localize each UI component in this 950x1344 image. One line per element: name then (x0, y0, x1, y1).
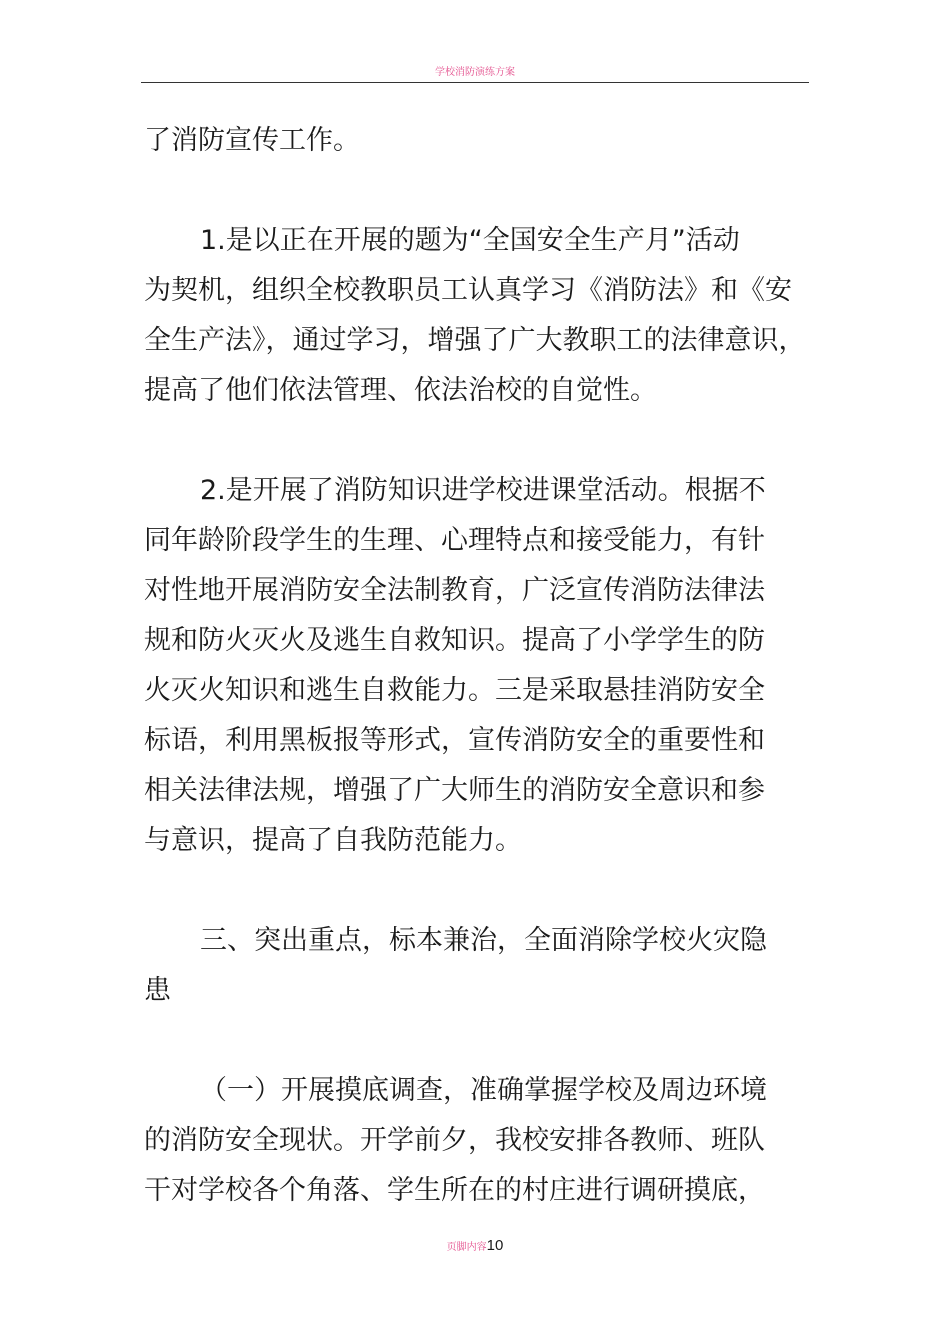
text-line: 为契机，组织全校教职员工认真学习《消防法》和《安 (144, 275, 792, 306)
section-heading-cont: 患 (144, 975, 171, 1006)
text-line: 全生产法》，通过学习，增强了广大教职工的法律意识， (144, 325, 806, 356)
text-line: （一）开展摸底调查，准确掌握学校及周边环境 (200, 1075, 767, 1106)
text-line: 干对学校各个角落、学生所在的村庄进行调研摸底， (144, 1175, 765, 1206)
text-line: 相关法律法规，增强了广大师生的消防安全意识和参 (144, 775, 765, 806)
text-line: 提高了他们依法管理、依法治校的自觉性。 (144, 375, 657, 406)
footer-label: 页脚内容 (446, 1242, 487, 1253)
text-line: 2.是开展了消防知识进学校进课堂活动。根据不 (200, 475, 766, 506)
paragraph-gap (144, 866, 814, 916)
text-line: 火灭火知识和逃生自救能力。三是采取悬挂消防安全 (144, 675, 765, 706)
text-line: 同年龄阶段学生的生理、心理特点和接受能力，有针 (144, 525, 765, 556)
page-number: 10 (486, 1237, 504, 1254)
header-divider (141, 82, 809, 83)
text-line: 对性地开展消防安全法制教育，广泛宣传消防法律法 (144, 575, 765, 606)
page-footer (0, 1236, 950, 1258)
text-line: 了消防宣传工作。 (144, 125, 360, 156)
text-line: 与意识，提高了自我防范能力。 (144, 825, 522, 856)
text-line: 的消防安全现状。开学前夕，我校安排各教师、班队 (144, 1125, 765, 1156)
text-line: 标语，利用黑板报等形式，宣传消防安全的重要性和 (144, 725, 765, 756)
text-line: 1.是以正在开展的题为“全国安全生产月”活动 (200, 225, 740, 256)
section-heading: 三、突出重点，标本兼治，全面消除学校火灾隐 (200, 925, 767, 956)
paragraph-gap (144, 166, 814, 216)
paragraph-gap (144, 416, 814, 466)
paragraph-gap (144, 1016, 814, 1066)
text-line: 规和防火灭火及逃生自救知识。提高了小学学生的防 (144, 625, 765, 656)
document-body (144, 116, 814, 1216)
page-header: 学校消防演练方案 (435, 67, 515, 78)
